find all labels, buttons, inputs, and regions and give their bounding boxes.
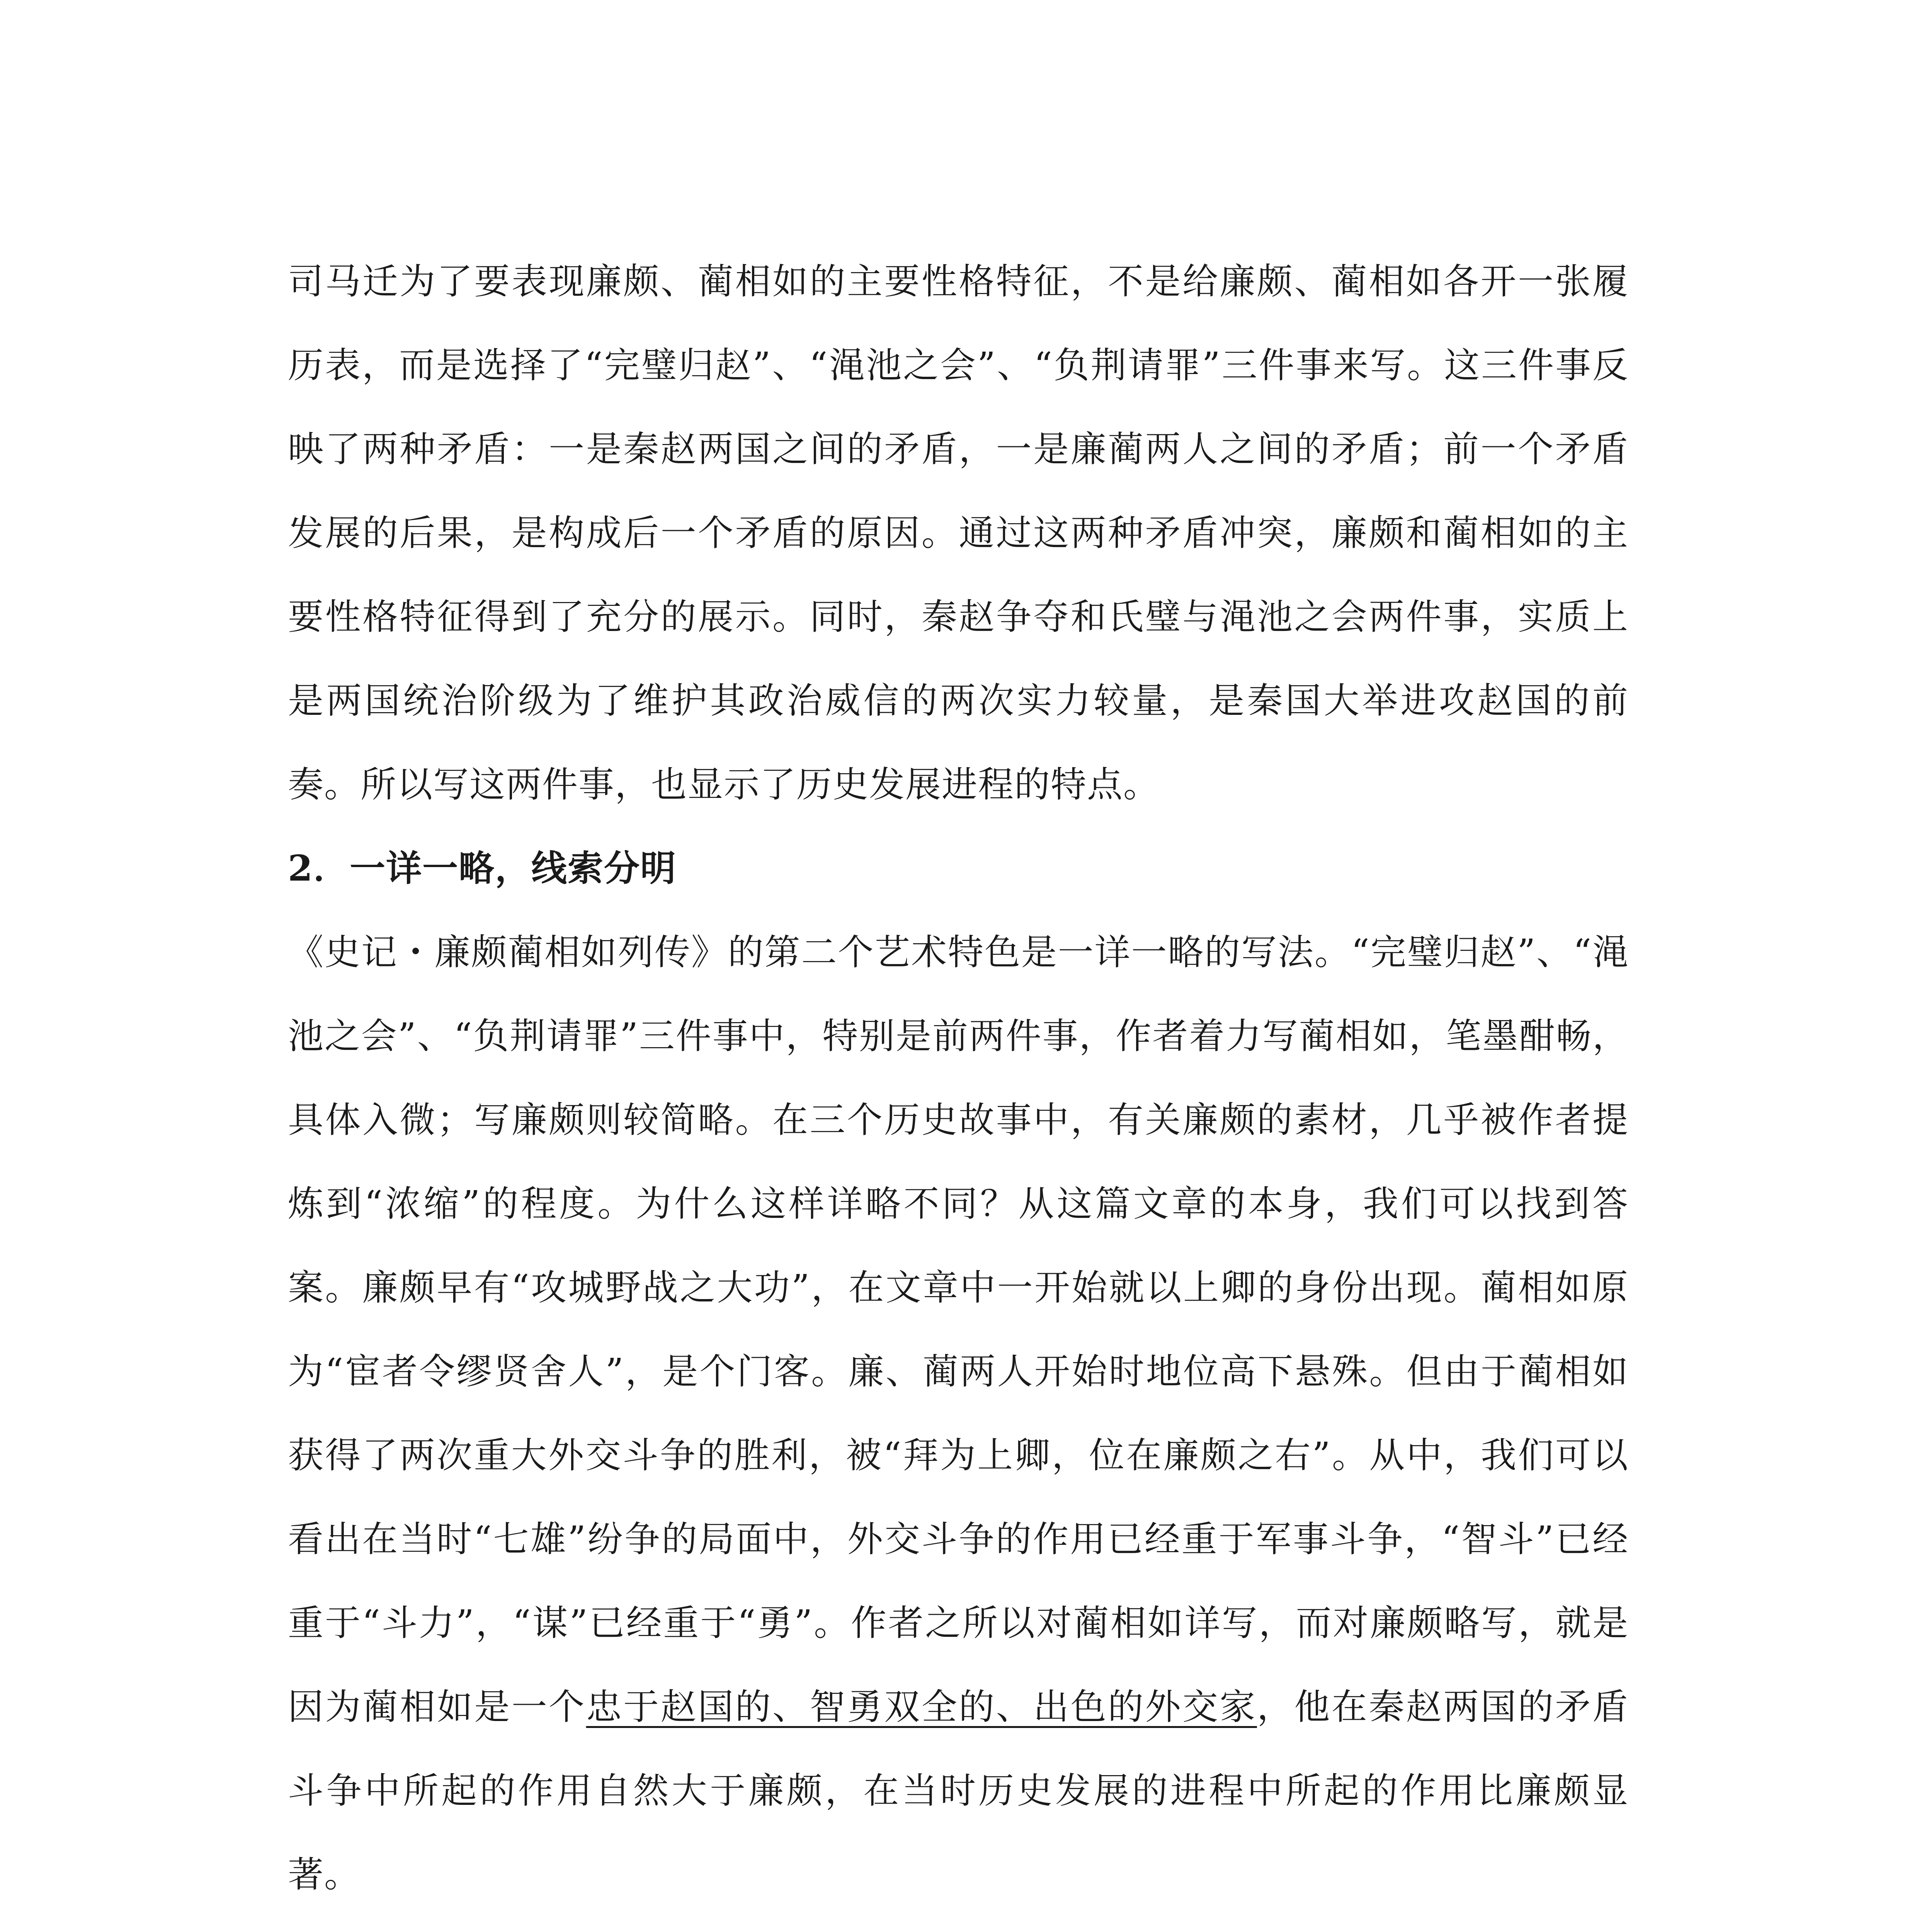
- section-3-heading: [288, 1917, 1629, 1932]
- section-2-text-after: ，他在秦赵两国的矛盾斗争中所起的作用自然大于廉颇，在当时历史发展的进程中所起的作用比廉颇显著。: [288, 1686, 1629, 1895]
- section-2-underlined-text: 忠于赵国的、智勇双全的、出色的外交家: [586, 1686, 1257, 1728]
- section-2-paragraph: [288, 910, 1629, 1917]
- paragraph-1: 司马迁为了要表现廉颇、蔺相如的主要性格特征，不是给廉颇、蔺相如各开一张履历表，而是选择了“完璧归赵”、“渑池之会”、“负荆请罪”三件事来写。这三件事反映了两种矛盾：一是秦赵两国之间的矛盾，一是廉蔺两人之间的矛盾；前一个矛盾发展的后果，是构成后一个矛盾的原因。通过这两种矛盾冲突，廉颇和蔺相如的主要性格特征得到了充分的展示。同时，秦赵争夺和氏璧与渑池之会两件事，实质上是两国统治阶级为了维护其政治威信的两次实力较量，是秦国大举进攻赵国的前奏。所以写这两件事，也显示了历史发展进程的特点。: [288, 261, 1629, 805]
- document-body: [288, 240, 1629, 1932]
- section-2-heading: 2．一详一略，线索分明: [288, 847, 677, 889]
- section-2-text-before: 《史记・廉颇蔺相如列传》的第二个艺术特色是一详一略的写法。“完璧归赵”、“渑池之会”、“负荆请罪”三件事中，特别是前两件事，作者着力写蔺相如，笔墨酣畅，具体入微；写廉颇则较简略。在三个历史故事中，有关廉颇的素材，几乎被作者提炼到“浓缩”的程度。为什么这样详略不同？从这篇文章的本身，我们可以找到答案。廉颇早有“攻城野战之大功”，在文章中一开始就以上卿的身份出现。蔺相如原为“宦者令缪贤舍人”，是个门客。廉、蔺两人开始时地位高下悬殊。但由于蔺相如获得了两次重大外交斗争的胜利，被“拜为上卿，位在廉颇之右”。从中，我们可以看出在当时“七雄”纷争的局面中，外交斗争的作用已经重于军事斗争，“智斗”已经重于“斗力”，“谋”已经重于“勇”。作者之所以对蔺相如详写，而对廉颇略写，就是因为蔺相如是一个: [288, 932, 1629, 1728]
